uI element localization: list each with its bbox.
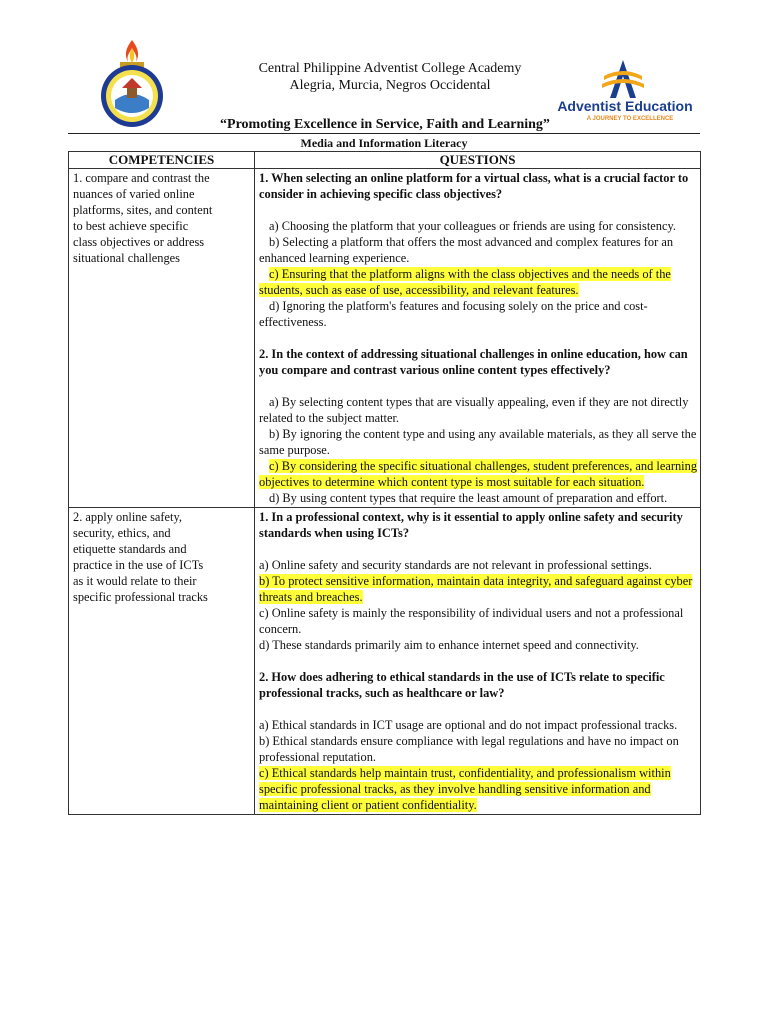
- school-motto: “Promoting Excellence in Service, Faith and Learning”: [220, 117, 550, 132]
- answer-option-highlighted: b) To protect sensitive information, maintain data integrity, and safeguard against cyber threats and breaches.: [259, 574, 693, 604]
- question-text: 2. In the context of addressing situational challenges in online education, how can you compare and contrast various online content types effectively?: [259, 347, 688, 377]
- answer-option: b) By ignoring the content type and using any available materials, as they all serve the same purpose.: [259, 427, 697, 457]
- answer-option: a) Choosing the platform that your colleagues or friends are using for consistency.: [269, 219, 676, 233]
- answer-option: a) By selecting content types that are visually appealing, even if they are not directly related to the subject matter.: [259, 395, 689, 425]
- answer-option: c) Online safety is mainly the responsibility of individual users and not a professional concern.: [259, 606, 684, 636]
- answer-option-highlighted: c) By considering the specific situational challenges, student preferences, and learning objectives to determine which content type is most suitable for each situation.: [259, 459, 698, 489]
- questions-cell: [255, 169, 701, 508]
- answer-option: a) Ethical standards in ICT usage are optional and do not impact professional tracks.: [259, 718, 678, 732]
- brand-title: Adventist Education: [557, 98, 693, 114]
- table-row: [69, 169, 701, 508]
- answer-option-highlighted: c) Ethical standards help maintain trust, confidentiality, and professionalism within specific professional tracks, as they involve handling sensitive information and maintaining client or patient confidentiality.: [259, 766, 671, 812]
- answer-option: b) Ethical standards ensure compliance with legal regulations and have no impact on professional reputation.: [259, 734, 679, 764]
- subject-title: Media and Information Literacy: [300, 136, 468, 150]
- table-row: [69, 508, 701, 815]
- answer-option: d) Ignoring the platform's features and focusing solely on the price and cost-effectiveness.: [259, 299, 648, 329]
- adventist-education-logo: [552, 54, 698, 124]
- answer-option: d) These standards primarily aim to enhance internet speed and connectivity.: [259, 638, 639, 652]
- question-text: 1. In a professional context, why is it essential to apply online safety and security standards when using ICTs?: [259, 510, 683, 540]
- answer-option-highlighted: c) Ensuring that the platform aligns with the class objectives and the needs of the students, such as ease of use, accessibility, and relevant features.: [259, 267, 671, 297]
- answer-option: b) Selecting a platform that offers the most advanced and complex features for an enhanced learning experience.: [259, 235, 674, 265]
- school-seal-logo: [96, 38, 168, 128]
- school-name: Central Philippine Adventist College Academy: [258, 61, 522, 76]
- header-divider: [68, 133, 700, 134]
- question-text: 1. When selecting an online platform for a virtual class, what is a crucial factor to consider in achieving specific class objectives?: [259, 171, 689, 201]
- answer-option: d) By using content types that require the least amount of preparation and effort.: [269, 491, 668, 505]
- questions-header: QUESTIONS: [255, 152, 701, 169]
- competency-question-table: [68, 151, 701, 815]
- answer-option: a) Online safety and security standards are not relevant in professional settings.: [259, 558, 652, 572]
- brand-tagline: A JOURNEY TO EXCELLENCE: [586, 116, 674, 122]
- competency-cell: 2. apply online safety, security, ethics, and etiquette standards and practice in the use of ICTs as it would relate to their specific professional tracks: [69, 508, 255, 815]
- competency-cell: 1. compare and contrast the nuances of varied online platforms, sites, and content to best achieve specific class objectives or address situational challenges: [69, 169, 255, 508]
- competencies-header: COMPETENCIES: [69, 152, 255, 169]
- school-address: Alegria, Murcia, Negros Occidental: [289, 78, 491, 93]
- table-header-row: [69, 152, 701, 169]
- question-text: 2. How does adhering to ethical standards in the use of ICTs relate to specific professional tracks, such as healthcare or law?: [259, 670, 665, 700]
- questions-cell: [255, 508, 701, 815]
